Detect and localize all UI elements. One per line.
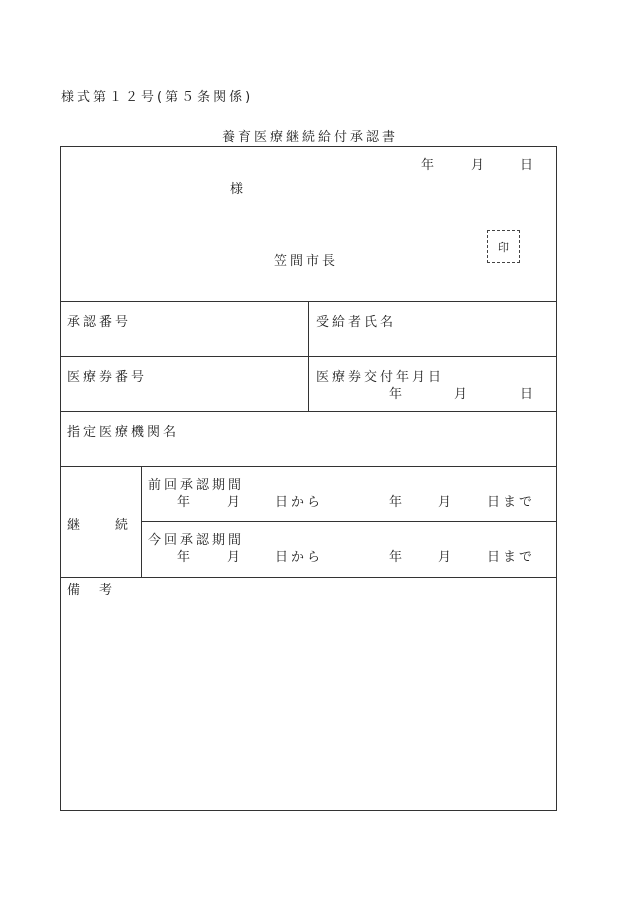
remarks-label: 備 考 (67, 583, 116, 598)
ticket-date-month: 月 (454, 387, 471, 402)
previous-from-month: 月 (227, 495, 244, 510)
date-day-label: 日 (520, 158, 537, 173)
divider-column-middle (308, 301, 309, 411)
current-from-month: 月 (227, 550, 244, 565)
divider-ticket-row (60, 411, 557, 412)
previous-until-year: 年 (389, 495, 406, 510)
approval-number-label: 承認番号 (67, 315, 132, 330)
recipient-name-label: 受給者氏名 (316, 315, 397, 330)
previous-period-label: 前回承認期間 (148, 478, 245, 493)
continuation-label: 継 続 (67, 518, 132, 533)
current-until-day: 日まで (487, 550, 536, 565)
previous-from-year: 年 (177, 495, 194, 510)
ticket-number-label: 医療券番号 (67, 370, 148, 385)
document-title: 養育医療継続給付承認書 (221, 130, 398, 145)
addressee-honorific: 様 (230, 182, 247, 197)
ticket-date-year: 年 (389, 387, 406, 402)
date-month-label: 月 (471, 158, 488, 173)
issuer-name: 笠間市長 (274, 254, 339, 269)
seal-label: 印 (498, 240, 509, 254)
current-until-month: 月 (438, 550, 455, 565)
seal-stamp-box (487, 230, 520, 263)
current-until-year: 年 (389, 550, 406, 565)
form-number: 様式第１２号(第５条関係) (61, 90, 254, 105)
ticket-date-day: 日 (520, 387, 537, 402)
divider-institution-row (60, 466, 557, 467)
divider-continuation-periods (141, 521, 557, 522)
date-year-label: 年 (421, 158, 438, 173)
divider-continuation-label (141, 466, 142, 577)
previous-from-day: 日から (275, 495, 324, 510)
current-from-day: 日から (275, 550, 324, 565)
current-period-label: 今回承認期間 (148, 533, 245, 548)
ticket-issue-date-label: 医療券交付年月日 (316, 370, 445, 385)
form-frame (60, 146, 557, 811)
divider-continuation-row (60, 577, 557, 578)
previous-until-day: 日まで (487, 495, 536, 510)
previous-until-month: 月 (438, 495, 455, 510)
designated-institution-label: 指定医療機関名 (67, 425, 180, 440)
current-from-year: 年 (177, 550, 194, 565)
